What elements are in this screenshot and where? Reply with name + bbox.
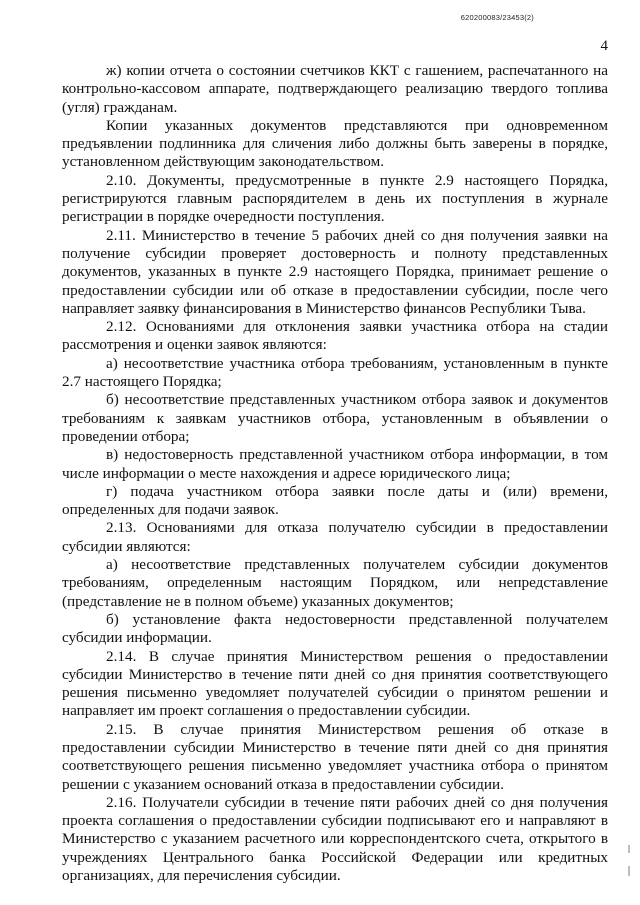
paragraph-2-12-a: а) несоответствие участника отбора требованиям, установленным в пункте 2.7 настоящего Порядка; — [62, 354, 608, 391]
scan-edge-mark — [628, 866, 630, 876]
paragraph-2-16: 2.16. Получатели субсидии в течение пяти рабочих дней со дня получения проекта соглашения о предоставлении субсидии подписывают его и направляют в Министерство с указанием расчетного или корреспондентского счета, открытого в учреждениях Центрального банка Российской Федерации или кредитных организациях, для перечисления субсидии. — [62, 793, 608, 885]
paragraph-2-14: 2.14. В случае принятия Министерством решения о предоставлении субсидии Министерство в течение пяти дней со дня принятия соответствующего решения письменно уведомляет получателей субсидии о принятом решении и направляет им проект соглашения о предоставлении субсидии. — [62, 647, 608, 720]
paragraph-2-11: 2.11. Министерство в течение 5 рабочих дней со дня получения заявки на получение субсидии проверяет достоверность и полноту представленных документов, указанных в пункте 2.9 настоящего Порядка, принимает решение о предоставлении субсидии или об отказе в предоставлении субсидии, после чего направляет заявку финансирования в Министерство финансов Республики Тыва. — [62, 226, 608, 317]
paragraph-2-12-v: в) недостоверность представленной участником отбора информации, в том числе информации о месте нахождения и адресе юридического лица; — [62, 446, 608, 482]
paragraph-2-13-b: б) установление факта недостоверности представленной получателем субсидии информации. — [62, 610, 608, 647]
document-body — [62, 62, 608, 885]
paragraph-2-13-a: а) несоответствие представленных получателем субсидии документов требованиям, определенным настоящим Порядком, или непредставление (представление не в полном объеме) указанных документов; — [62, 556, 608, 610]
paragraph-2-12-b: б) несоответствие представленных участником отбора заявок и документов требованиям к заявкам участников отбора, установленным в объявлении о проведении отбора; — [62, 391, 608, 445]
paragraph-2-13: 2.13. Основаниями для отказа получателю субсидии в предоставлении субсидии являются: — [62, 519, 608, 555]
paragraph-copies-note: Копии указанных документов представляются при одновременном предъявлении подлинника для сличения либо должны быть заверены в порядке, установленном действующим законодательством. — [62, 116, 608, 171]
paragraph-2-12-g: г) подача участником отбора заявки после даты и (или) времени, определенных для подачи заявок. — [62, 482, 608, 519]
document-code: 620200083/23453(2) — [460, 13, 534, 22]
scan-edge-mark — [628, 845, 630, 853]
paragraph-2-10: 2.10. Документы, предусмотренные в пункте 2.9 настоящего Порядка, регистрируются главным распорядителем в день их поступления в журнале регистрации в порядке очередности поступления. — [62, 171, 608, 226]
paragraph-2-12: 2.12. Основаниями для отклонения заявки участника отбора на стадии рассмотрения и оценки заявок являются: — [62, 318, 608, 354]
paragraph-2-15: 2.15. В случае принятия Министерством решения об отказе в предоставлении субсидии Министерство в течение пяти дней со дня принятия соответствующего решения письменно уведомляет участника отбора о принятом решении с указанием оснований отказа в предоставлении субсидии. — [62, 720, 608, 793]
page-number: 4 — [600, 38, 608, 54]
paragraph-item-zh: ж) копии отчета о состоянии счетчиков ККТ с гашением, распечатанного на контрольно-кассовом аппарате, подтверждающего реализацию твердого топлива (угля) гражданам. — [62, 62, 608, 116]
